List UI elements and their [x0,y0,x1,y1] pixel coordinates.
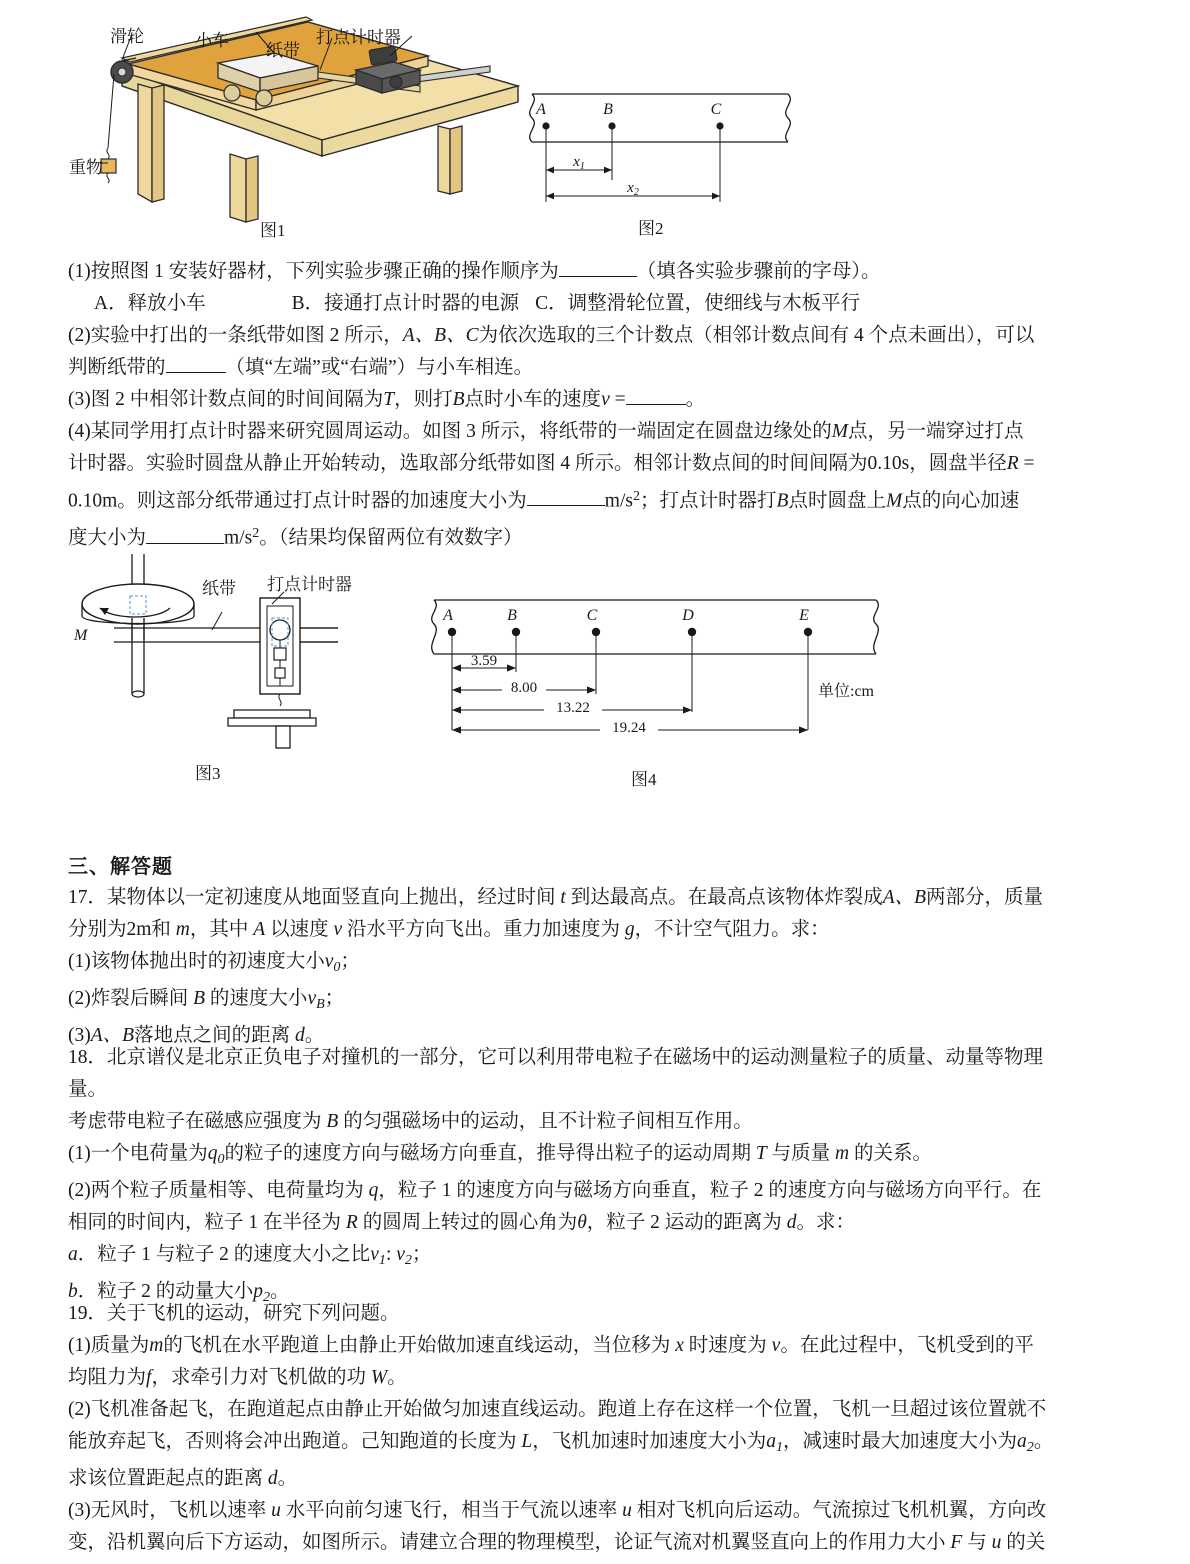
q17-t7: 沿水平方向飞出。重力加速度为 [342,919,625,940]
fig3-caption: 图3 [195,764,221,783]
q17-i2-itA: B [193,987,206,1009]
q2-text-c: 判断纸带的 [68,357,166,378]
q4-line-1 [68,416,1124,448]
q18-b-label: b [68,1280,78,1302]
q18-l4-c: 与质量 [766,1143,836,1164]
q17-line-2 [68,914,1124,946]
q3-italic-B: B [452,389,465,410]
fig1-label-tape: 纸带 [266,41,300,60]
svg-text:D: D [682,607,694,624]
q19-it-u1: u [271,1499,281,1521]
q17-i3-itA: A、B [90,1024,135,1046]
q18-l5-a: (2)两个粒子质量相等、电荷量均为 [68,1179,369,1201]
q4-unit-1-sup: 2 [632,488,640,504]
q18-a-end: ； [411,1243,432,1265]
figure-row-top [0,0,1190,248]
figure-3-rotating-disk [62,552,422,782]
q4-italic-R: R [1006,453,1019,474]
q2-line-2 [68,352,1124,384]
q18-l5-b: ，粒子 1 的速度方向与磁场方向垂直，粒子 2 的速度方向与磁场方向平行。在 [378,1179,1042,1201]
q19-p4-b: ，飞机加速时加速度大小为 [532,1431,767,1452]
fig2-caption: 图2 [638,219,664,238]
q17-t1: 17．某物体以一定初速度从地面竖直向上抛出，经过时间 [68,887,561,908]
q19-p5-a: 求该位置距起点的距离 [68,1467,268,1489]
q19-p1-c: 时速度为 [683,1335,772,1356]
q18-l3-a: 考虑带电粒子在磁感应强度为 [68,1111,327,1132]
svg-text:x1: $x_1$ [573,154,585,172]
q4-unit-1: m/s [604,490,633,512]
q19-it-u2: u [622,1499,632,1521]
q19-p1-d: 。在此过程中，飞机受到的平 [780,1335,1034,1356]
q3-text-e: 。 [685,389,706,410]
q17-i2-it: v [307,987,317,1009]
svg-text:C: C [586,607,598,624]
q19-it-f: f [146,1367,152,1388]
q19-it-L: L [521,1431,533,1452]
q19-p2-c: 。 [387,1367,407,1388]
q18-l6-a: 相同的时间内，粒子 1 在半径为 [68,1211,346,1233]
q1-line [68,256,1124,288]
figure-1-apparatus [60,8,520,248]
q18-l6-b: 的圆周上转过的圆心角为 [357,1211,578,1233]
q4-text-g: 点时圆盘上 [788,490,886,512]
q17-i2-mid: 的速度大小 [205,987,308,1009]
q18-a-sub2: 2 [404,1251,412,1268]
svg-text:A: A [536,101,546,118]
q17-i3-t: (3) [68,1024,91,1046]
q17-i2-sub: B [316,995,325,1012]
q1-option-b: B．接通打点计时器的电源 [291,293,520,314]
q19-it-x: x [675,1335,684,1356]
q18-sub-0: 0 [217,1150,225,1167]
q18-b-sub1: 2 [263,1288,271,1305]
q1-text-a: (1)按照图 1 安装好器材，下列实验步骤正确的操作顺序为 [68,261,559,282]
q4-italic-B: B [776,490,789,512]
figure-row-bottom [0,548,1190,788]
q4-answer-blank-1[interactable] [527,505,605,506]
q4-line-3 [68,480,1124,517]
q19-item-1-line-1 [68,1330,1124,1362]
q19-p7-b: 与 [962,1531,992,1553]
q4-text-c: 计时器。实验时圆盘从静止开始转动，选取部分纸带如图 4 所示。相邻计数点间的时间间隔为0.10s，圆盘半径 [68,453,1007,474]
fig4-dim-ac: 8.00 [510,680,538,696]
q18-a-it1: v [370,1243,379,1265]
q17-i1-t: (1)该物体抛出时的初速度大小 [68,951,325,972]
q4-unit-2-sup: 2 [252,525,260,542]
q19-p2-a: 均阻力为 [68,1367,147,1388]
q1-options-line [68,288,1124,320]
q18-l4-d: 的关系。 [849,1143,933,1164]
q17-t8: ，不计空气阻力。求： [634,919,830,940]
q17-i3-it: d [294,1024,305,1046]
q19-item-2-line-1: (2)飞机准备起飞，在跑道起点由静止开始做匀加速直线运动。跑道上存在这样一个位置，飞机一旦超过该位置就不 [68,1399,1047,1420]
svg-text:M: M [74,627,88,644]
fig1-caption: 图1 [260,221,286,240]
q17-it-A: A [253,919,266,940]
q18-it-B: B [326,1111,339,1132]
q17-it-m: m [175,919,190,940]
q18-line-2: 量。 [68,1079,108,1100]
fig1-label-weight: 重物 [69,158,103,177]
svg-text:B: B [507,607,517,624]
fig4-dim-ad: 13.22 [556,700,590,716]
q18-it-d: d [786,1211,797,1233]
q3-text-b: ，则打 [394,389,453,410]
q4-text-i: 度大小为 [68,527,147,549]
q19-line-1: 19．关于飞机的运动，研究下列问题。 [68,1303,400,1324]
q17-i2-t: (2)炸裂后瞬间 [68,987,194,1009]
q18-it-q0: q [207,1143,218,1164]
figure-4-tape-measurements [420,590,900,789]
q17-i2-end: ； [324,987,345,1009]
q19-it-d: d [267,1467,278,1489]
q3-text-d: = [609,389,626,410]
q3-italic-T: T [383,389,395,410]
svg-text:x2: $x_2$ [627,180,639,198]
fig4-caption: 图4 [631,770,657,789]
q2-text-a: (2)实验中打出的一条纸带如图 2 所示， [68,325,403,346]
q18-item-1 [68,1138,1124,1175]
q3-text-a: (3)图 2 中相邻计数点间的时间间隔为 [68,389,384,410]
q18-a-text: ．粒子 1 与粒子 2 的速度大小之比 [77,1243,371,1265]
svg-text:C: C [710,101,722,118]
q18-l4-b: 的粒子的速度方向与磁场方向垂直，推导得出粒子的运动周期 [224,1143,756,1164]
svg-text:B: B [603,101,613,118]
q19-item-3-line-1 [68,1495,1124,1527]
q17-i1-it: v [324,951,334,972]
q4-text-e: 0.10m。则这部分纸带通过打点计时器的加速度大小为 [68,490,527,512]
q4-text-a: (4)某同学用打点计时器来研究圆周运动。如图 3 所示，将纸带的一端固定在圆盘边缘处的 [68,421,832,442]
fig4-dim-ab: 3.59 [470,653,498,669]
q18-it-q: q [368,1179,379,1201]
figure-2-tape [520,78,820,248]
q17-i3-mid: 落地点之间的距离 [134,1024,295,1046]
q19-it-u3: u [991,1531,1002,1553]
q19-item-2-line-2 [68,1426,1124,1463]
q17-it-ab: A、B [882,887,927,908]
q17-line-1 [68,882,1124,914]
fig1-label-timer: 打点计时器 [316,28,401,47]
q1-option-a: A．释放小车 [94,293,206,314]
q19-sub-a1: 1 [776,1438,784,1455]
q17-item-1 [68,946,1124,983]
q18-item-2-line-2 [68,1207,1124,1239]
q18-it-R: R [345,1211,358,1233]
q19-item-2-line-3 [68,1463,1124,1495]
question-19 [68,1298,1124,1559]
q19-p2-b: ，求牵引力对飞机做的功 [151,1367,371,1388]
q19-p1-a: (1)质量为 [68,1335,150,1356]
q18-l4-a: (1)一个电荷量为 [68,1143,208,1164]
q19-p4-a: 能放弃起飞，否则将会冲出跑道。己知跑道的长度为 [68,1431,522,1452]
q19-p7-a: 变，沿机翼向后下方运动，如图所示。请建立合理的物理模型，论证气流对机翼竖直向上的作用力大小 [68,1531,951,1553]
q18-sub-item-a [68,1239,1124,1276]
q18-b-it1: p [253,1280,264,1302]
q2-text-d: （填“左端”或“右端”）与小车相连。 [225,357,534,378]
svg-text:A: A [443,607,453,624]
q18-line-3 [68,1106,1124,1138]
q19-p5-b: 。 [277,1467,298,1489]
q19-p1-b: 的飞机在水平跑道上由静止开始做加速直线运动，当位移为 [163,1335,676,1356]
q4-text-b: 点，另一端穿过打点 [848,421,1024,442]
q18-b-end: 。 [270,1280,290,1302]
q19-p7-c: 的关 [1001,1531,1046,1553]
q17-t3: 两部分，质量 [926,887,1044,908]
q2-text-b: 为依次选取的三个计数点（相邻计数点间有 4 个点未画出），可以 [478,325,1035,346]
q19-item-1-line-2 [68,1362,1124,1394]
q18-a-sub1: 1 [378,1251,386,1268]
q4-answer-blank-2[interactable] [146,543,224,544]
q17-i3-end: 。 [304,1024,325,1046]
q19-it-F: F [950,1531,963,1553]
q18-l6-e: 。求： [796,1211,855,1233]
q18-it-theta: θ [577,1211,587,1233]
q19-item-3-line-2 [68,1527,1124,1559]
q19-p4-c: ，减速时最大加速度大小为 [783,1431,1018,1452]
q2-italic-abc: A、B、C [402,325,479,346]
q1-text-b: （填各实验步骤前的字母）。 [636,261,881,282]
q17-item-2 [68,983,1124,1020]
q17-t2: 到达最高点。在最高点该物体炸裂成 [565,887,883,908]
fig3-label-tape: 纸带 [202,579,236,598]
q19-it-a1: a [766,1431,777,1452]
q4-italic-M: M [831,421,848,442]
q4-italic-M2: M [885,490,903,512]
q17-t6: 以速度 [265,919,334,940]
q3-line [68,384,1124,416]
q17-t4: 分别为2m和 [68,919,176,940]
q2-line-1 [68,320,1124,352]
q19-it-a2: a [1017,1431,1027,1452]
fig1-label-cart: 小车 [195,31,229,50]
q19-it-m: m [149,1335,164,1356]
q19-p6-c: 相对飞机向后运动。气流掠过飞机机翼，方向改 [631,1499,1047,1521]
q17-t5: ，其中 [189,919,254,940]
fig4-unit-label: 单位:cm [818,683,874,700]
experiment-question-block [68,256,1124,555]
q3-answer-blank[interactable] [626,404,686,405]
q17-i1-sub: 0 [333,958,341,975]
q19-p6-b: 水平向前匀速飞行，相当于气流以速率 [280,1499,623,1521]
q19-p4-d: 。 [1033,1431,1054,1452]
q3-italic-v: v [601,389,610,410]
q4-text-j: 。（结果均保留两位有效数字） [259,527,523,549]
svg-text:E: E [799,607,809,624]
fig3-label-timer: 打点计时器 [267,575,352,594]
q19-p6-a: (3)无风时，飞机以速率 [68,1499,272,1521]
q2-answer-blank[interactable] [166,372,226,373]
fig1-label-pulley: 滑轮 [110,27,144,46]
q18-l6-c: ，粒子 2 运动的距离为 [586,1211,787,1233]
question-17 [68,882,1124,1052]
q17-it-t: t [560,887,566,908]
section-3-heading: 三、解答题 [68,856,173,878]
q19-sub-a2: 2 [1026,1438,1034,1455]
q1-answer-blank[interactable] [559,276,637,277]
q17-it-g: g [624,919,635,940]
q18-l3-b: 的匀强磁场中的运动，且不计粒子间相互作用。 [338,1111,753,1132]
q4-text-f: ；打点计时器打 [640,490,777,512]
question-18 [68,1042,1124,1313]
q19-it-W: W [370,1367,388,1388]
q19-it-v: v [771,1335,781,1356]
q18-a-mid: : [385,1243,397,1265]
q18-b-text: ．粒子 2 的动量大小 [77,1280,254,1302]
q1-option-c: C．调整滑轮位置，使细线与木板平行 [535,293,861,314]
q18-it-m: m [835,1143,850,1164]
q18-it-T: T [755,1143,767,1164]
q18-line-1: 18．北京谱仪是北京正负电子对撞机的一部分，它可以利用带电粒子在磁场中的运动测量粒子的质量、动量等物理 [68,1047,1044,1068]
q17-i1-end: ； [340,951,360,972]
q4-text-d: = [1018,453,1035,474]
q4-text-h: 点的向心加速 [902,490,1020,512]
q18-a-label: a [68,1243,78,1265]
q3-text-c: 点时小车的速度 [464,389,602,410]
q4-line-2 [68,448,1124,480]
q18-a-it2: v [396,1243,405,1265]
fig4-dim-ae: 19.24 [612,720,646,736]
q4-unit-2: m/s [224,527,253,549]
q18-item-2-line-1 [68,1175,1124,1207]
q17-it-v: v [333,919,343,940]
